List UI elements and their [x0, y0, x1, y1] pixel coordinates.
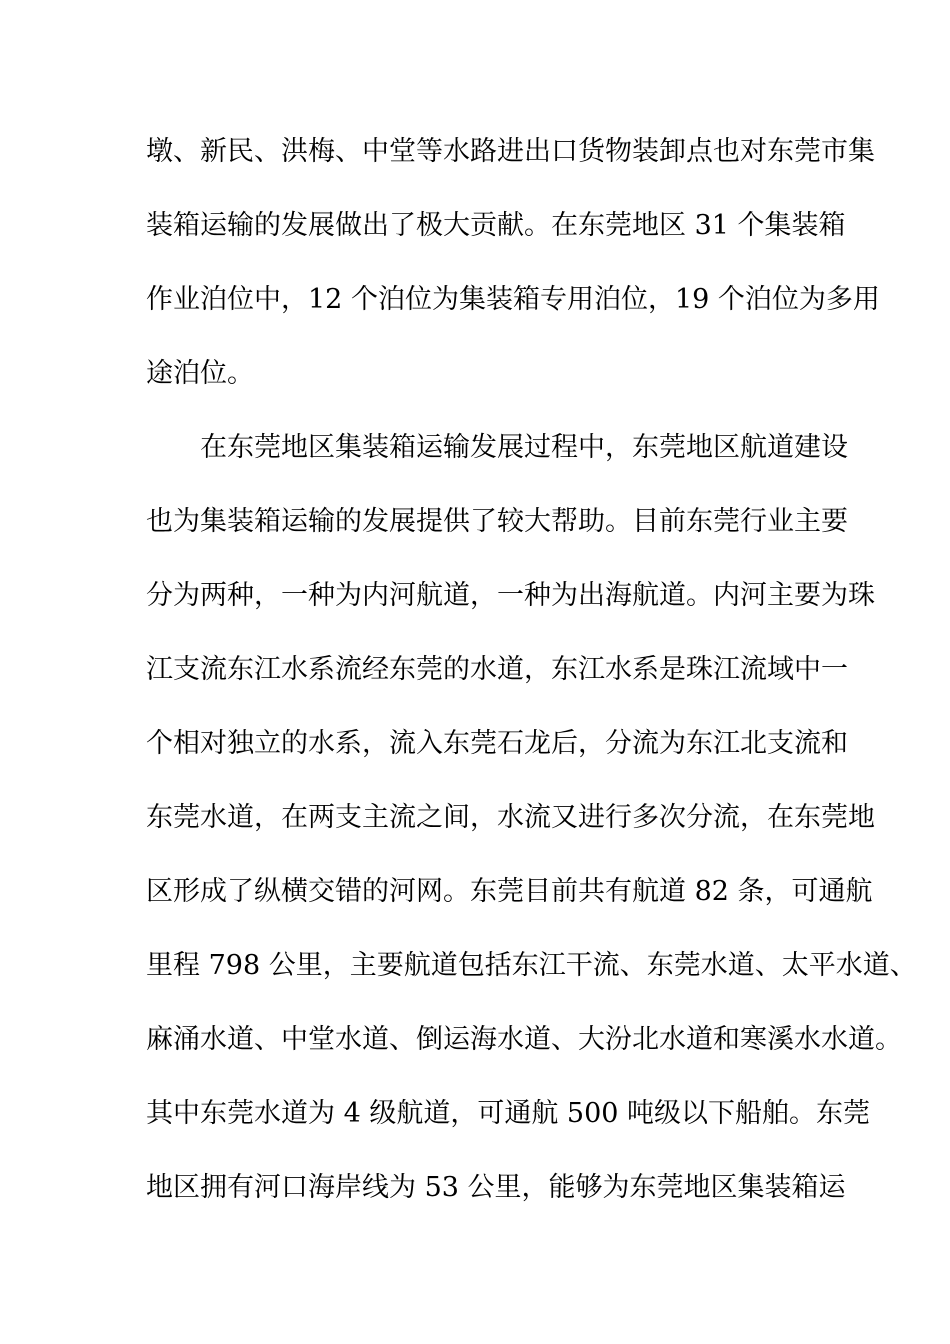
paragraph-2 [146, 424, 917, 1238]
body-text [146, 128, 917, 1238]
text-line: 在东莞地区集装箱运输发展过程中，东莞地区航道建设 [200, 432, 848, 463]
text-line: 作业泊位中，12 个泊位为集装箱专用泊位，19 个泊位为多用 [146, 284, 880, 315]
text-line: 东莞水道，在两支主流之间，水流又进行多次分流，在东莞地 [146, 802, 875, 833]
text-line: 分为两种，一种为内河航道，一种为出海航道。内河主要为珠 [146, 580, 875, 611]
text-line: 途泊位。 [146, 358, 254, 389]
text-line: 地区拥有河口海岸线为 53 公里，能够为东莞地区集装箱运 [146, 1172, 846, 1203]
text-line: 个相对独立的水系，流入东莞石龙后，分流为东江北支流和 [146, 728, 848, 759]
paragraph-1 [146, 128, 880, 424]
text-line: 也为集装箱运输的发展提供了较大帮助。目前东莞行业主要 [146, 506, 848, 537]
text-line: 装箱运输的发展做出了极大贡献。在东莞地区 31 个集装箱 [146, 210, 846, 241]
text-line: 里程 798 公里，主要航道包括东江干流、东莞水道、太平水道、 [146, 950, 917, 981]
text-line: 麻涌水道、中堂水道、倒运海水道、大汾北水道和寒溪水水道。 [146, 1024, 902, 1055]
text-line: 墩、新民、洪梅、中堂等水路进出口货物装卸点也对东莞市集 [146, 136, 875, 167]
text-line: 区形成了纵横交错的河网。东莞目前共有航道 82 条，可通航 [146, 876, 873, 907]
text-line: 江支流东江水系流经东莞的水道，东江水系是珠江流域中一 [146, 654, 848, 685]
text-line: 其中东莞水道为 4 级航道，可通航 500 吨级以下船舶。东莞 [146, 1098, 871, 1129]
